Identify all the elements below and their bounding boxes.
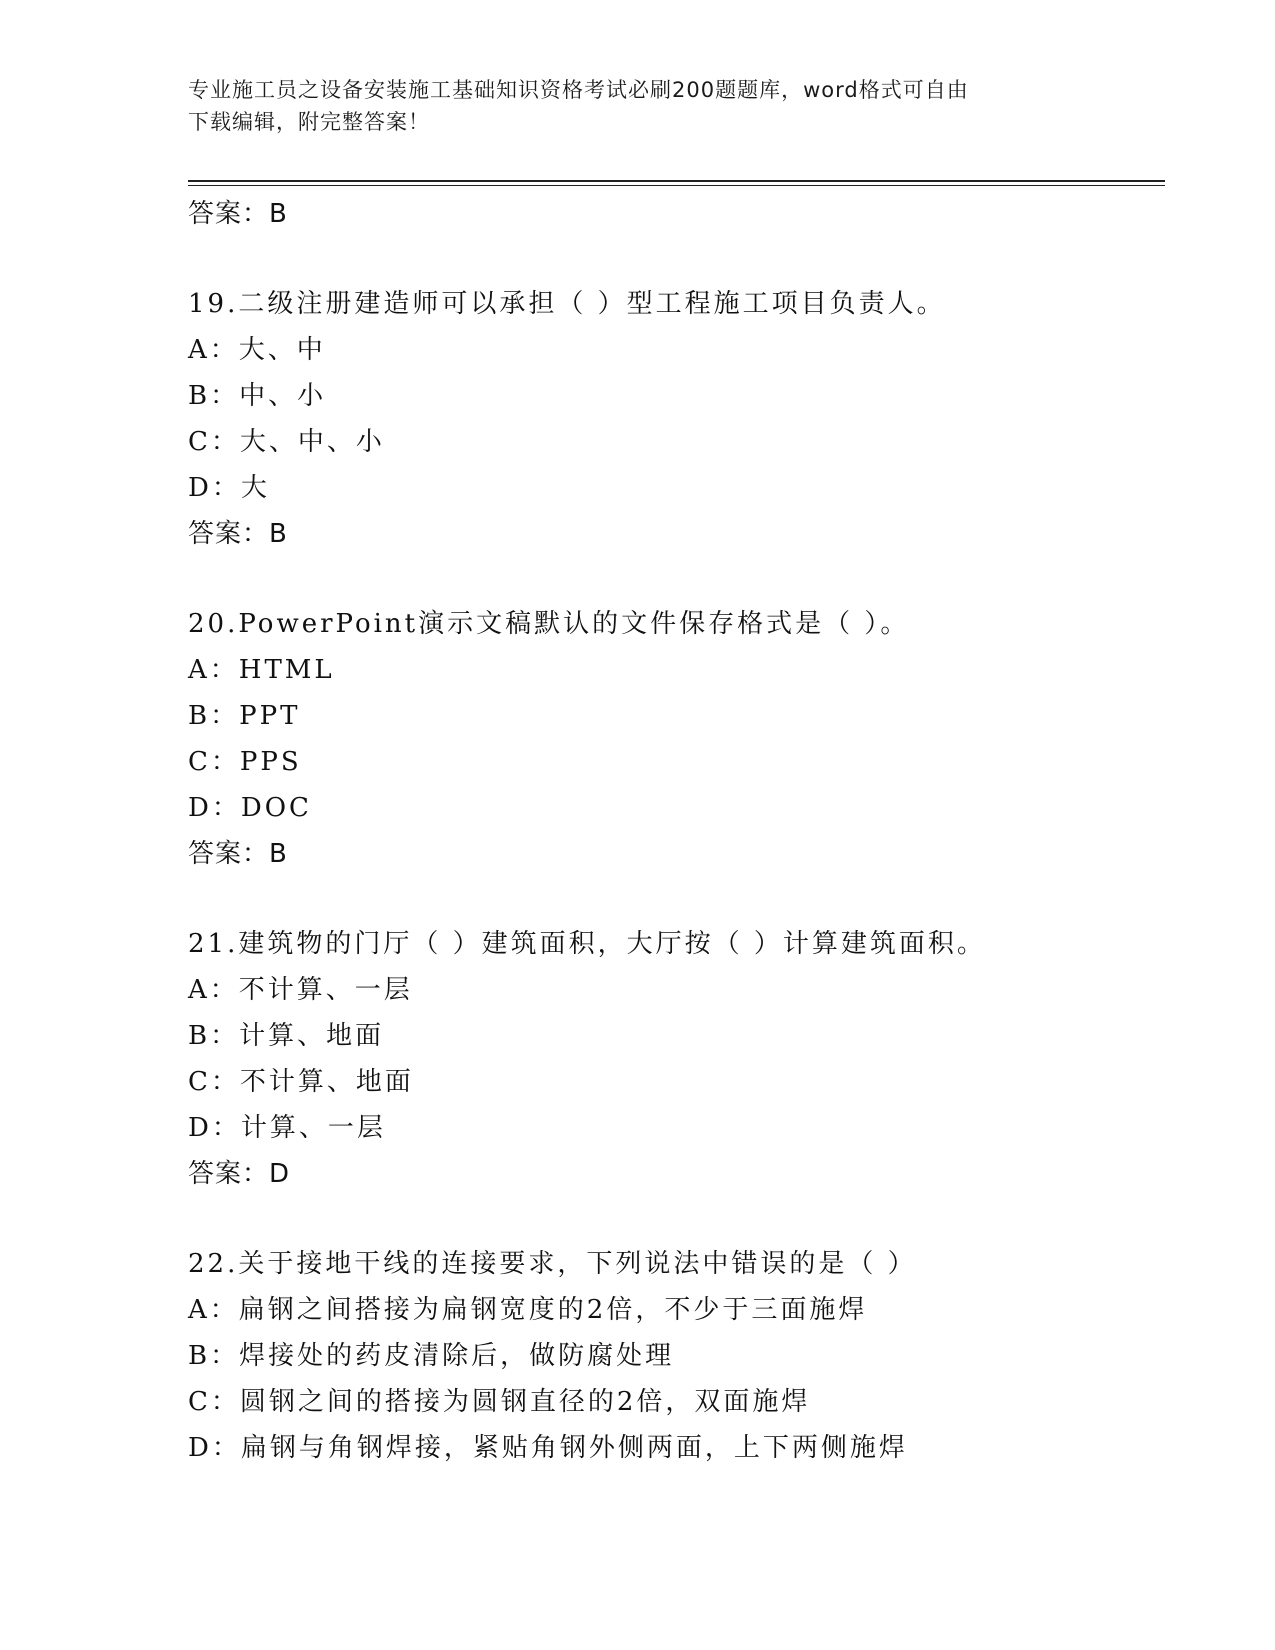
option-b: B：PPT xyxy=(188,701,301,731)
option-c: C：圆钢之间的搭接为圆钢直径的2倍，双面施焊 xyxy=(188,1387,811,1417)
header-divider-thin xyxy=(188,185,1165,186)
option-a: A：大、中 xyxy=(188,335,326,365)
option-b: B：计算、地面 xyxy=(188,1021,385,1051)
answer-line: 答案：B xyxy=(188,519,288,549)
option-b: B：焊接处的药皮清除后，做防腐处理 xyxy=(188,1341,675,1371)
document-body xyxy=(188,191,1168,1471)
header-line-1: 专业施工员之设备安装施工基础知识资格考试必刷200题题库，word格式可自由 xyxy=(188,78,969,102)
answer-line: 答案：B xyxy=(188,199,288,229)
question-21 xyxy=(188,921,1168,1197)
option-c: C：大、中、小 xyxy=(188,427,385,457)
option-a: A：扁钢之间搭接为扁钢宽度的2倍，不少于三面施焊 xyxy=(188,1295,868,1325)
option-d: D：计算、一层 xyxy=(188,1113,386,1143)
option-c: C：PPS xyxy=(188,747,302,777)
option-c: C：不计算、地面 xyxy=(188,1067,414,1097)
question-text: 21.建筑物的门厅（ ）建筑面积，大厅按（ ）计算建筑面积。 xyxy=(188,929,986,959)
question-22 xyxy=(188,1241,1168,1471)
option-d: D：DOC xyxy=(188,793,312,823)
question-19 xyxy=(188,281,1168,557)
option-a: A：不计算、一层 xyxy=(188,975,413,1005)
document-header xyxy=(188,74,1088,138)
option-d: D：大 xyxy=(188,473,270,503)
option-d: D：扁钢与角钢焊接，紧贴角钢外侧两面，上下两侧施焊 xyxy=(188,1433,908,1463)
option-a: A：HTML xyxy=(188,655,335,685)
header-divider-thick xyxy=(188,180,1165,182)
question-text: 20.PowerPoint演示文稿默认的文件保存格式是（ ）。 xyxy=(188,609,910,639)
question-text: 19.二级注册建造师可以承担（ ）型工程施工项目负责人。 xyxy=(188,289,946,319)
question-text: 22.关于接地干线的连接要求，下列说法中错误的是（ ） xyxy=(188,1249,917,1279)
option-b: B：中、小 xyxy=(188,381,327,411)
question-20 xyxy=(188,601,1168,877)
answer-line: 答案：B xyxy=(188,839,288,869)
answer-line: 答案：D xyxy=(188,1159,291,1189)
header-line-2: 下载编辑，附完整答案！ xyxy=(188,110,430,134)
